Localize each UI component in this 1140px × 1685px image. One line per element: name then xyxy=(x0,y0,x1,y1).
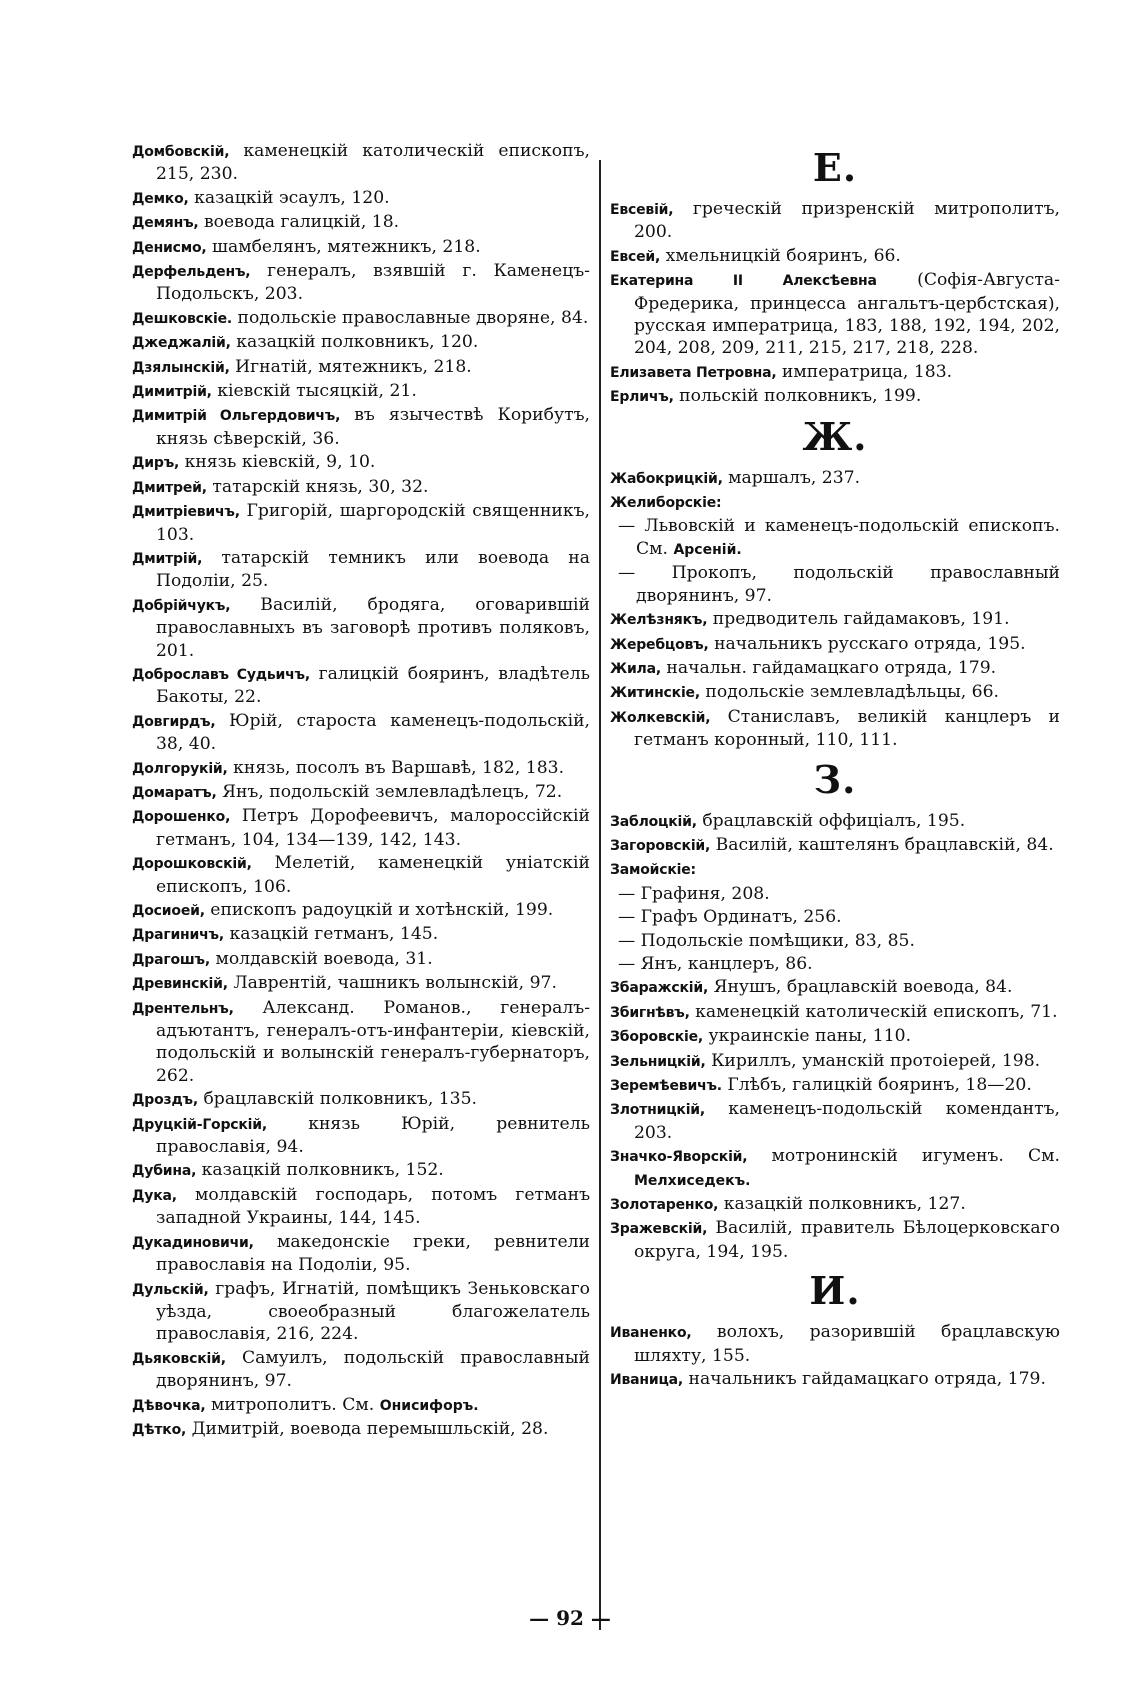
entry-headword: Дрентельнъ, xyxy=(132,1000,234,1017)
index-entry xyxy=(132,476,590,499)
entry-headword: Загоровскій, xyxy=(610,837,711,854)
index-entry xyxy=(610,1193,1060,1216)
entry-headword: Иваненко, xyxy=(610,1325,692,1342)
entry-headword: Дроздъ, xyxy=(132,1092,198,1109)
entry-headword: Евсей, xyxy=(610,248,661,265)
entry-headword: Домаратъ, xyxy=(132,784,217,801)
entry-text: епископъ радоуцкій и хотѣнскій, 199. xyxy=(204,900,554,920)
entry-text: македонскіе греки, ревнители православія на Подоліи, 95. xyxy=(156,1231,590,1276)
entry-text: Янъ, подольскій землевладѣлецъ, 72. xyxy=(216,781,563,802)
entry-headword: Дорошенко, xyxy=(132,809,231,826)
column-divider xyxy=(599,160,601,1630)
entry-text: начальникъ гайдамацкаго отряда, 179. xyxy=(683,1369,1046,1390)
entry-text: казацкій полковникъ, 152. xyxy=(196,1160,444,1181)
entry-headword: Зборовскіе, xyxy=(610,1029,704,1046)
entry-text: каменецкій католическій епископъ, 215, 230. xyxy=(156,141,590,185)
entry-text: Петръ Дорофеевичъ, малороссійскій гетманъ, 104, 134—139, 142, 143. xyxy=(156,806,590,850)
entry-headword: Довгирдъ, xyxy=(132,713,216,730)
index-entry xyxy=(610,608,1060,631)
left-column xyxy=(132,140,590,1442)
entry-text: Янушъ, брацлавскій воевода, 84. xyxy=(708,977,1013,998)
entry-text: каменецъ-подольскій комендантъ, 203. xyxy=(634,1099,1060,1143)
index-entry xyxy=(132,331,590,354)
index-entry xyxy=(610,1368,1060,1391)
index-entry xyxy=(610,1145,1060,1192)
entry-headword: Жила, xyxy=(610,660,661,677)
index-entry xyxy=(132,972,590,995)
entry-headword: Домбовскій, xyxy=(132,144,230,160)
entry-headword: Дмитріевичъ, xyxy=(132,504,240,521)
entry-text: — Прокопъ, подольскій православный дворянинъ, 97. xyxy=(618,563,1060,606)
entry-headword: Желѣзнякъ, xyxy=(610,612,708,629)
entry-headword: Дзялынскій, xyxy=(132,359,230,376)
index-subentry xyxy=(610,906,1060,928)
index-entry xyxy=(132,1347,590,1393)
entry-text: Глѣбъ, галицкій бояринъ, 18—20. xyxy=(721,1075,1032,1095)
index-entry xyxy=(132,805,590,851)
entry-text: — Подольскіе помѣщики, 83, 85. xyxy=(618,930,915,951)
entry-headword: Дорошковскій, xyxy=(132,856,252,873)
entry-text: Кириллъ, уманскій протоіерей, 198. xyxy=(705,1050,1041,1071)
entry-headword: Дерфельденъ, xyxy=(132,264,251,281)
entry-headword: Диръ, xyxy=(132,455,180,472)
entry-headword: Золотаренко, xyxy=(610,1197,719,1214)
entry-text: брацлавскій полковникъ, 135. xyxy=(198,1089,478,1110)
entry-text: предводитель гайдамаковъ, 191. xyxy=(707,609,1010,630)
entry-text: Александ. Романов., генералъ-адъютантъ, генералъ-отъ-инфантеріи, кіевскій, подольскій и волынскій генералъ-губернаторъ, 262. xyxy=(156,997,590,1086)
index-entry xyxy=(132,948,590,971)
index-entry xyxy=(132,380,590,403)
entry-text: Юрій, староста каменецъ-подольскій, 38, 40. xyxy=(156,710,590,755)
entry-headword: Димитрій Ольгердовичъ, xyxy=(132,408,341,425)
entry-text: (Софія-Августа-Фредерика, принцесса ангальтъ-цербстская), русская императрица, 183, 188, 192, 194, 202, 204, 208, 209, 211, 215, 217, 218, 228. xyxy=(634,270,1060,359)
entry-headword: Дмитрей, xyxy=(132,479,207,496)
entry-headword: Дульскій, xyxy=(132,1281,209,1298)
entry-headword: Долгорукій, xyxy=(132,760,228,777)
entry-headword: Житинскіе, xyxy=(610,685,700,702)
index-entry xyxy=(610,810,1060,833)
entry-text: молдавскій воевода, 31. xyxy=(209,948,433,969)
entry-headword: Збигнѣвъ, xyxy=(610,1004,690,1021)
entry-text: князь, посолъ въ Варшавѣ, 182, 183. xyxy=(227,757,565,778)
entry-text: казацкій полковникъ, 120. xyxy=(230,332,479,353)
index-entry xyxy=(132,1184,590,1230)
index-entry xyxy=(132,757,590,780)
section-letter: И. xyxy=(809,1268,861,1314)
entry-text: греческій призренскій митрополитъ, 200. xyxy=(634,199,1060,243)
entry-headword: Жолкевскій, xyxy=(610,709,711,726)
entry-headword: Елизавета Петровна, xyxy=(610,364,777,381)
entry-text: Станиславъ, великій канцлеръ и гетманъ коронный, 110, 111. xyxy=(634,706,1060,751)
index-entry xyxy=(132,710,590,756)
entry-text: молдавскій господарь, потомъ гетманъ западной Украины, 144, 145. xyxy=(156,1184,590,1229)
entry-text: маршалъ, 237. xyxy=(722,467,861,488)
entry-text: воевода галицкій, 18. xyxy=(198,212,400,233)
index-entry xyxy=(610,1321,1060,1367)
entry-text: волохъ, разорившій брацлавскую шляхту, 155. xyxy=(634,1322,1060,1366)
index-entry xyxy=(132,236,590,259)
entry-text: Самуилъ, подольскій православный дворянинъ, 97. xyxy=(156,1347,590,1392)
index-entry xyxy=(610,681,1060,704)
index-entry xyxy=(132,356,590,379)
entry-headword: Желиборскіе: xyxy=(610,495,722,512)
index-entry xyxy=(132,781,590,804)
entry-text: Лаврентій, чашникъ волынскій, 97. xyxy=(227,973,557,994)
index-entry xyxy=(132,1113,590,1159)
index-entry xyxy=(132,594,590,662)
entry-headword: Иваница, xyxy=(610,1372,684,1389)
index-subentry xyxy=(610,515,1060,561)
entry-text: Василій, каштелянъ брацлавскій, 84. xyxy=(710,834,1054,855)
entry-text: Василій, правитель Бѣлоцерковскаго округа, 194, 195. xyxy=(634,1218,1060,1262)
index-entry xyxy=(610,834,1060,857)
entry-headword: Ерличъ, xyxy=(610,389,674,406)
index-subentry xyxy=(610,953,1060,975)
entry-text: императрица, 183. xyxy=(776,361,953,382)
entry-text: казацкій полковникъ, 127. xyxy=(718,1194,966,1215)
entry-headword: Дьяковскій, xyxy=(132,1350,226,1367)
cross-reference: Арсеній. xyxy=(673,541,742,558)
entry-text: брацлавскій оффиціалъ, 195. xyxy=(696,810,966,831)
index-entry xyxy=(610,657,1060,680)
index-entry xyxy=(610,1001,1060,1024)
entry-headword: Денисмо, xyxy=(132,239,207,256)
entry-headword: Дубина, xyxy=(132,1163,197,1180)
entry-headword: Зельницкій, xyxy=(610,1053,706,1070)
entry-text: — Графъ Ординатъ, 256. xyxy=(618,907,842,928)
section-letter: З. xyxy=(813,756,857,802)
entry-headword: Джеджалій, xyxy=(132,335,231,352)
index-entry xyxy=(610,1074,1060,1097)
entry-headword: Зеремѣевичъ. xyxy=(610,1078,722,1094)
index-entry xyxy=(610,1025,1060,1048)
entry-text: — Янъ, канцлеръ, 86. xyxy=(618,953,813,974)
index-entry xyxy=(132,547,590,593)
entry-headword: Злотницкій, xyxy=(610,1102,706,1119)
index-entry xyxy=(132,187,590,210)
entry-text: Димитрій, воевода перемышльскій, 28. xyxy=(186,1418,549,1439)
entry-text: подольскіе православные дворяне, 84. xyxy=(232,307,589,328)
index-entry xyxy=(132,500,590,546)
index-entry xyxy=(610,198,1060,244)
index-entry xyxy=(132,1088,590,1111)
entry-text: начальникъ русскаго отряда, 195. xyxy=(708,633,1026,654)
index-entry xyxy=(132,140,590,186)
index-entry xyxy=(610,467,1060,490)
cross-reference: Мелхиседекъ. xyxy=(634,1172,751,1189)
entry-headword: Димитрій, xyxy=(132,384,212,401)
index-entry xyxy=(132,211,590,234)
entry-text: — Львовскій и каменецъ-подольскій епископъ. См. xyxy=(618,516,1060,559)
entry-headword: Дмитрій, xyxy=(132,550,203,567)
index-entry xyxy=(610,858,1060,881)
index-subentry xyxy=(610,930,1060,952)
entry-headword: Доброславъ Судьичъ, xyxy=(132,666,310,683)
entry-headword: Зражевскій, xyxy=(610,1221,708,1238)
index-entry xyxy=(610,1098,1060,1144)
cross-reference: Онисифоръ. xyxy=(379,1397,479,1414)
entry-headword: Дѣтко, xyxy=(132,1421,187,1438)
entry-text: кіевскій тысяцкій, 21. xyxy=(211,381,417,402)
entry-headword: Евсевій, xyxy=(610,202,674,218)
entry-text: Василій, бродяга, оговарившій православныхъ въ заговорѣ противъ поляковъ, 201. xyxy=(156,594,590,661)
index-entry xyxy=(610,633,1060,656)
entry-headword: Замойскіе: xyxy=(610,862,696,879)
index-entry xyxy=(610,706,1060,752)
index-entry xyxy=(610,976,1060,999)
entry-text: Григорій, шаргородскій священникъ, 103. xyxy=(156,501,590,545)
entry-text: каменецкій католическій епископъ, 71. xyxy=(689,1001,1058,1022)
entry-text: митрополитъ. См. xyxy=(205,1394,380,1415)
entry-headword: Жеребцовъ, xyxy=(610,636,709,653)
index-entry xyxy=(610,491,1060,514)
entry-text: казацкій гетманъ, 145. xyxy=(224,924,439,945)
entry-headword: Дѣвочка, xyxy=(132,1397,206,1414)
index-entry xyxy=(610,1217,1060,1263)
section-letter: Е. xyxy=(812,145,858,190)
entry-text: Игнатій, мятежникъ, 218. xyxy=(229,356,472,377)
entry-headword: Друцкій-Горскій, xyxy=(132,1116,268,1133)
right-column xyxy=(610,140,1060,1392)
entry-text: казацкій эсаулъ, 120. xyxy=(188,187,390,208)
entry-text: подольскіе землевладѣльцы, 66. xyxy=(699,682,1000,703)
index-entry xyxy=(132,852,590,898)
index-entry xyxy=(132,1159,590,1182)
section-letter: Ж. xyxy=(802,413,868,459)
entry-headword: Екатерина II Алексѣевна xyxy=(610,273,877,290)
index-entry xyxy=(610,1050,1060,1073)
index-entry xyxy=(610,245,1060,268)
entry-headword: Збаражскій, xyxy=(610,980,709,997)
entry-headword: Дука, xyxy=(132,1187,177,1204)
index-entry xyxy=(132,1278,590,1346)
entry-text: мотронинскій игуменъ. См. xyxy=(747,1146,1060,1167)
entry-headword: Значко-Яворскій, xyxy=(610,1149,748,1166)
index-entry xyxy=(132,997,590,1088)
index-subentry xyxy=(610,883,1060,905)
entry-text: украинскіе паны, 110. xyxy=(703,1026,912,1047)
entry-text: Мелетій, каменецкій уніатскій епископъ, 106. xyxy=(156,853,590,897)
entry-headword: Жабокрицкій, xyxy=(610,470,723,487)
index-entry xyxy=(132,260,590,306)
entry-headword: Демянъ, xyxy=(132,215,199,232)
entry-headword: Заблоцкій, xyxy=(610,813,697,830)
entry-text: татарскій темникъ или воевода на Подоліи, 25. xyxy=(156,547,590,592)
index-entry xyxy=(132,923,590,946)
index-entry xyxy=(132,899,590,922)
entry-text: графъ, Игнатій, помѣщикъ Зеньковскаго уѣзда, своеобразный благожелатель православія, 216, 224. xyxy=(156,1278,590,1345)
entry-headword: Драгиничъ, xyxy=(132,927,224,944)
index-entry xyxy=(132,307,590,330)
index-entry xyxy=(132,663,590,709)
entry-text: князь Юрій, ревнитель православія, 94. xyxy=(156,1113,590,1158)
entry-headword: Драгошъ, xyxy=(132,951,210,968)
entry-text: польскій полковникъ, 199. xyxy=(673,386,922,407)
index-entry xyxy=(132,1394,590,1417)
entry-headword: Древинскій, xyxy=(132,976,228,993)
index-entry xyxy=(132,1231,590,1277)
index-entry xyxy=(610,385,1060,408)
entry-headword: Добрійчукъ, xyxy=(132,597,231,614)
index-entry xyxy=(132,1418,590,1441)
entry-text: татарскій князь, 30, 32. xyxy=(206,476,429,497)
entry-headword: Досиоей, xyxy=(132,903,205,919)
index-entry xyxy=(132,404,590,450)
entry-headword: Дешковскіе. xyxy=(132,310,233,327)
entry-text: — Графиня, 208. xyxy=(618,883,770,904)
index-subentry xyxy=(610,562,1060,607)
entry-text: галицкій бояринъ, владѣтель Бакоты, 22. xyxy=(156,663,591,708)
entry-text: въ язычествѣ Корибутъ, князь сѣверскій, 36. xyxy=(156,405,590,449)
entry-text: князь кіевскій, 9, 10. xyxy=(179,452,376,473)
index-entry xyxy=(610,269,1060,360)
index-entry xyxy=(610,361,1060,384)
entry-headword: Дукадиновичи, xyxy=(132,1234,254,1251)
entry-text: шамбелянъ, мятежникъ, 218. xyxy=(206,236,481,257)
index-entry xyxy=(132,451,590,474)
entry-headword: Демко, xyxy=(132,190,189,207)
entry-text: начальн. гайдамацкаго отряда, 179. xyxy=(660,657,997,678)
entry-text: хмельницкій бояринъ, 66. xyxy=(660,245,901,266)
page-number: — 92 — xyxy=(529,1606,611,1630)
entry-text: генералъ, взявшій г. Каменецъ-Подольскъ, 203. xyxy=(156,261,590,305)
